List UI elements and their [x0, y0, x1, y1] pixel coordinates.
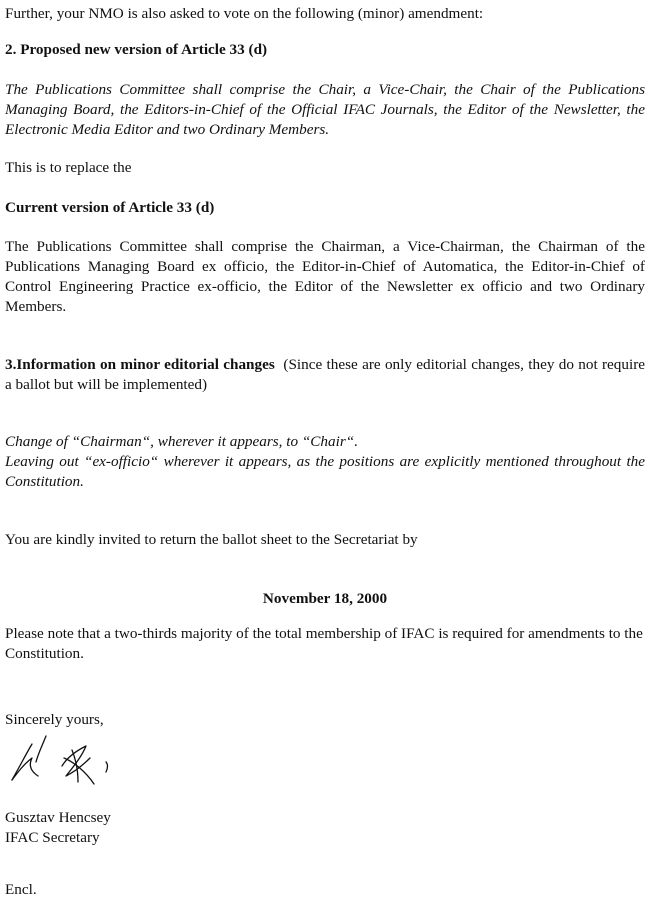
- info-text: (Since these are only editorial changes, they do not require a ballot but will be implemented): [5, 356, 646, 393]
- info-heading: 3.Information on minor editorial changes: [5, 356, 275, 373]
- majority-note: Please note that a two-thirds majority of the total membership of IFAC is required for amendments to the Constitution.: [5, 625, 643, 662]
- signer-title: IFAC Secretary: [5, 829, 100, 846]
- info-paragraph: [5, 355, 645, 395]
- deadline-date: November 18, 2000: [262, 590, 388, 607]
- current-article-text: The Publications Committee shall comprise the Chairman, a Vice-Chairman, the Chairman of the Publications Managing Board ex officio, the Editor-in-Chief of Automatica, the Editor-in-Chief of Control Engineering Practice ex-officio, the Editor of the Newsletter ex officio and two Ordinary Members.: [5, 238, 645, 315]
- proposed-article-text: The Publications Committee shall comprise the Chair, a Vice-Chair, the Chair of the Publications Managing Board, the Editors-in-Chief of the Official IFAC Journals, the Editor of the Newsletter, the Electronic Media Editor and two Ordinary Members.: [5, 81, 645, 138]
- current-heading: Current version of Article 33 (d): [5, 199, 215, 216]
- invite-text: You are kindly invited to return the ballot sheet to the Secretariat by: [5, 531, 418, 548]
- proposed-heading: 2. Proposed new version of Article 33 (d): [5, 41, 268, 58]
- handwritten-signature: [2, 732, 142, 792]
- closing-salutation: Sincerely yours,: [5, 711, 104, 728]
- change-line: Change of “Chairman“, wherever it appears, to “Chair“.: [5, 433, 358, 450]
- leaving-text: Leaving out “ex-officio“ wherever it appears, as the positions are explicitly mentioned throughout the Constitution.: [5, 453, 645, 490]
- enclosure-note: Encl.: [5, 881, 37, 898]
- signer-name: Gusztav Hencsey: [5, 809, 111, 826]
- intro-text: Further, your NMO is also asked to vote on the following (minor) amendment:: [5, 5, 484, 22]
- replace-text: This is to replace the: [5, 159, 132, 176]
